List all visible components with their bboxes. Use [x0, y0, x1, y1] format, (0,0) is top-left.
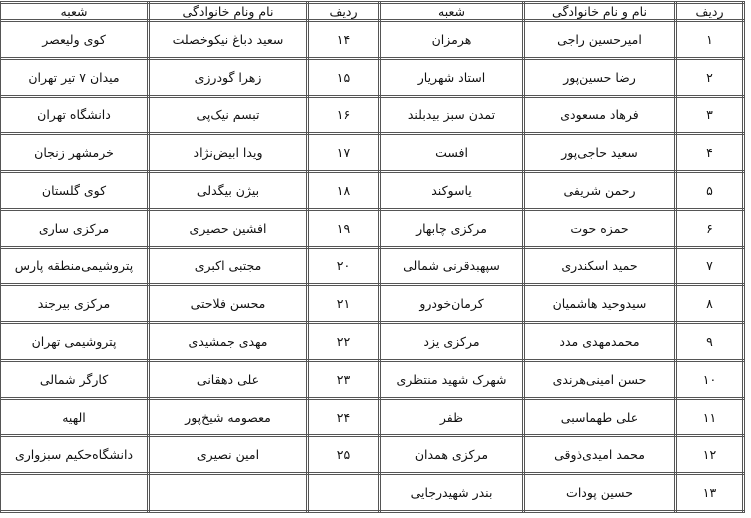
branch-name-cell: میدان ۷ تیر تهران	[0, 58, 149, 96]
branch-name-cell: خرمشهر زنجان	[0, 134, 149, 172]
row-number-cell: ۴	[676, 134, 744, 172]
person-name-cell: تبسم نیک‌پی	[149, 96, 308, 134]
person-name-cell: زهرا گودرزی	[149, 58, 308, 96]
person-name-cell: حسین پودات	[524, 474, 676, 512]
row-number-cell: ۱۲	[676, 436, 744, 474]
row-number-cell: ۱۷	[308, 134, 380, 172]
branch-name-cell: مرکزی بیرجند	[0, 285, 149, 323]
row-number-cell: ۷	[676, 247, 744, 285]
header-branch: شعبه	[380, 3, 524, 21]
person-name-cell: محمد امیدی‌ذوقی	[524, 436, 676, 474]
row-number-cell: ۱۶	[308, 96, 380, 134]
table-row	[0, 172, 744, 210]
branch-name-cell: کوی ولیعصر	[0, 21, 149, 59]
row-number-cell: ۱۵	[308, 58, 380, 96]
row-number-cell: ۲۰	[308, 247, 380, 285]
person-name-cell: مهدی جمشیدی	[149, 323, 308, 361]
branch-name-cell: مرکزی ساری	[0, 209, 149, 247]
person-name-cell: علی دهقانی	[149, 360, 308, 398]
person-name-cell: ویدا ابیض‌نژاد	[149, 134, 308, 172]
person-name-cell: حمید اسکندری	[524, 247, 676, 285]
row-number-cell: ۱۴	[308, 21, 380, 59]
branch-name-cell: هرمزان	[380, 21, 524, 59]
row-number-cell: ۱۰	[676, 360, 744, 398]
row-number-cell: ۱۹	[308, 209, 380, 247]
branch-name-cell	[0, 474, 149, 512]
person-name-cell: محسن فلاحتی	[149, 285, 308, 323]
row-number-cell: ۶	[676, 209, 744, 247]
header-row-number: ردیف	[308, 3, 380, 21]
person-name-cell: حسن امینی‌هرندی	[524, 360, 676, 398]
table-row	[0, 96, 744, 134]
row-number-cell: ۹	[676, 323, 744, 361]
person-name-cell: فرهاد مسعودی	[524, 96, 676, 134]
branch-name-cell: الهیه	[0, 398, 149, 436]
branch-name-cell: استاد شهریار	[380, 58, 524, 96]
table-row	[0, 209, 744, 247]
person-name-cell: رحمن شریفی	[524, 172, 676, 210]
person-name-cell	[149, 474, 308, 512]
row-number-cell: ۲۲	[308, 323, 380, 361]
table-row	[0, 360, 744, 398]
header-row	[0, 3, 744, 21]
table-row	[0, 323, 744, 361]
branch-name-cell: پتروشیمی‌منطقه پارس	[0, 247, 149, 285]
table-row	[0, 398, 744, 436]
row-number-cell: ۲۳	[308, 360, 380, 398]
header-branch: شعبه	[0, 3, 149, 21]
person-name-cell: سعید دباغ نیکوخصلت	[149, 21, 308, 59]
person-name-cell: مجتبی اکبری	[149, 247, 308, 285]
branch-name-cell: یاسوکند	[380, 172, 524, 210]
table-row	[0, 134, 744, 172]
row-number-cell: ۲۵	[308, 436, 380, 474]
person-name-cell: افشین حصیری	[149, 209, 308, 247]
person-name-cell: سیدوحید هاشمیان	[524, 285, 676, 323]
branch-name-cell: مرکزی یزد	[380, 323, 524, 361]
branch-name-cell: ظفر	[380, 398, 524, 436]
person-name-cell: معصومه شیخ‌پور	[149, 398, 308, 436]
branch-name-cell: کارگر شمالی	[0, 360, 149, 398]
branch-name-cell: سپهبدقرنی شمالی	[380, 247, 524, 285]
row-number-cell: ۱۱	[676, 398, 744, 436]
table-row	[0, 58, 744, 96]
branch-name-cell: بندر شهیدرجایی	[380, 474, 524, 512]
table-row	[0, 436, 744, 474]
branch-name-cell: دانشگاه تهران	[0, 96, 149, 134]
person-name-cell: امیرحسین راجی	[524, 21, 676, 59]
row-number-cell: ۱۳	[676, 474, 744, 512]
branch-name-cell: مرکزی همدان	[380, 436, 524, 474]
branch-name-cell: پتروشیمی تهران	[0, 323, 149, 361]
staff-branch-table	[0, 1, 745, 513]
table-row	[0, 21, 744, 59]
branch-name-cell: دانشگاه‌حکیم سبزواری	[0, 436, 149, 474]
branch-name-cell: کوی گلستان	[0, 172, 149, 210]
header-name: نام ونام خانوادگی	[149, 3, 308, 21]
row-number-cell: ۲۱	[308, 285, 380, 323]
person-name-cell: علی طهماسبی	[524, 398, 676, 436]
table-row	[0, 285, 744, 323]
row-number-cell: ۱	[676, 21, 744, 59]
branch-name-cell: تمدن سبز بیدبلند	[380, 96, 524, 134]
row-number-cell	[308, 474, 380, 512]
row-number-cell: ۲	[676, 58, 744, 96]
table-row	[0, 474, 744, 512]
person-name-cell: سعید حاجی‌پور	[524, 134, 676, 172]
table-row	[0, 247, 744, 285]
person-name-cell: حمزه حوت	[524, 209, 676, 247]
person-name-cell: محمدمهدی مدد	[524, 323, 676, 361]
row-number-cell: ۸	[676, 285, 744, 323]
branch-name-cell: کرمان‌خودرو	[380, 285, 524, 323]
person-name-cell: امین نصیری	[149, 436, 308, 474]
row-number-cell: ۵	[676, 172, 744, 210]
header-row-number: ردیف	[676, 3, 744, 21]
person-name-cell: رضا حسین‌پور	[524, 58, 676, 96]
branch-name-cell: مرکزی چابهار	[380, 209, 524, 247]
branch-name-cell: شهرک شهید منتظری	[380, 360, 524, 398]
row-number-cell: ۳	[676, 96, 744, 134]
row-number-cell: ۱۸	[308, 172, 380, 210]
branch-name-cell: افست	[380, 134, 524, 172]
person-name-cell: بیژن بیگدلی	[149, 172, 308, 210]
row-number-cell: ۲۴	[308, 398, 380, 436]
header-name: نام و نام خانوادگی	[524, 3, 676, 21]
